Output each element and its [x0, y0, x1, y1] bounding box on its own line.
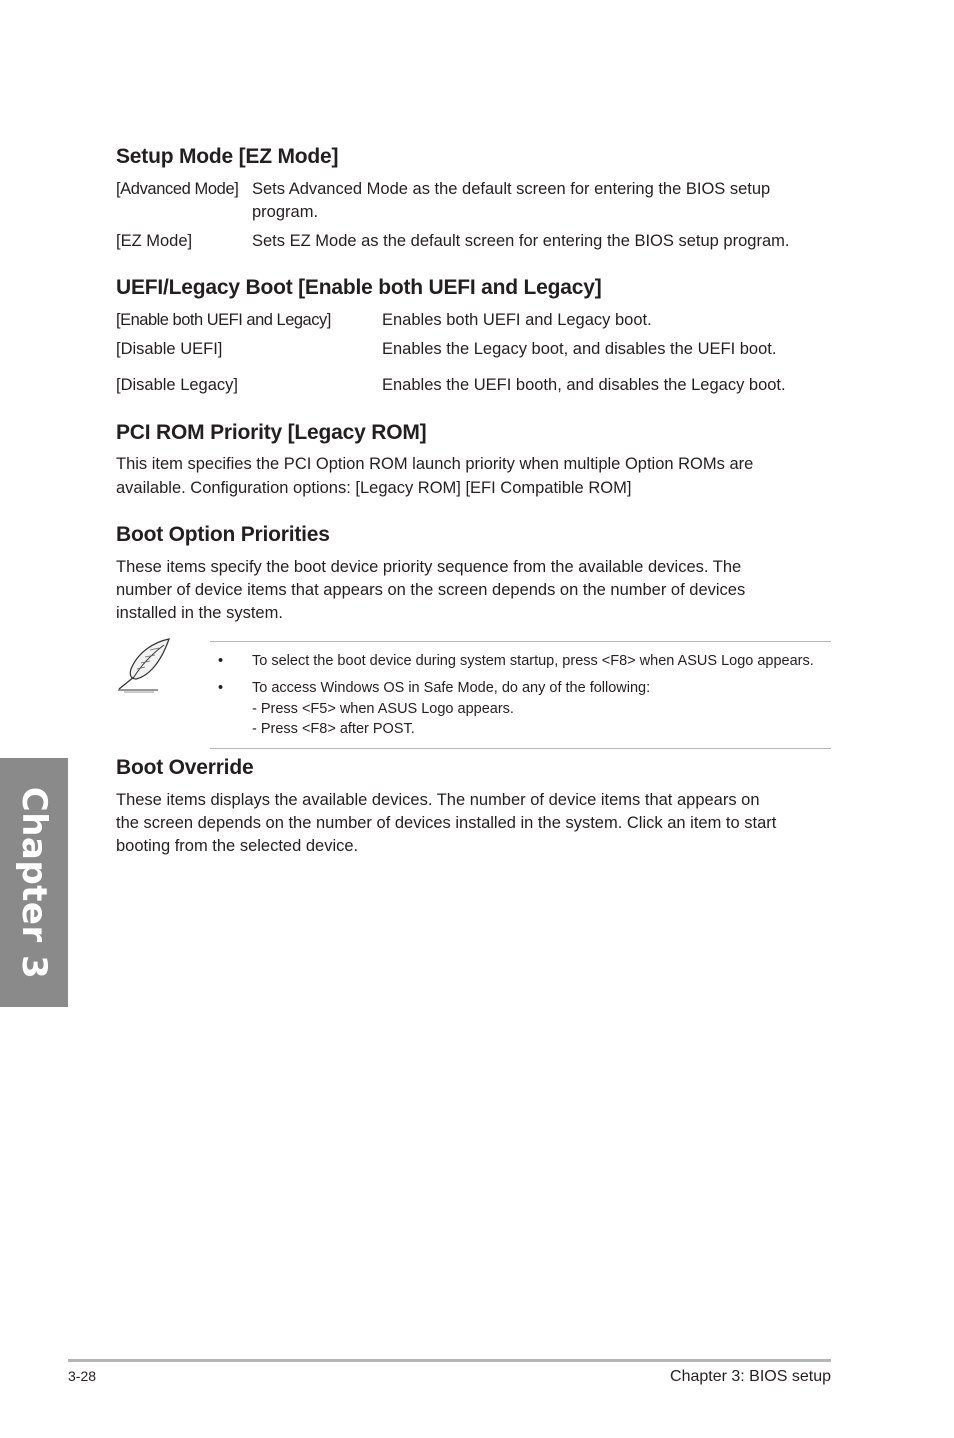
boot-option-heading: Boot Option Priorities: [116, 523, 330, 546]
boot-option-text-3: installed in the system.: [116, 604, 283, 622]
option-advanced-mode-desc: Sets Advanced Mode as the default screen for entering the BIOS setup: [252, 180, 771, 198]
option-ez-mode-desc: Sets EZ Mode as the default screen for entering the BIOS setup program.: [252, 232, 790, 250]
note-item-2: To access Windows OS in Safe Mode, do any of the following:: [252, 680, 651, 696]
boot-override-text-2: the screen depends on the number of devices installed in the system. Click an item to start: [116, 814, 777, 832]
boot-option-text-2: number of device items that appears on the screen depends on the number of devices: [116, 581, 746, 599]
note-bottom-rule: [210, 748, 831, 749]
note-bullet-2: •: [218, 680, 224, 696]
page-number: 3-28: [68, 1368, 97, 1384]
option-ez-mode: [EZ Mode]: [116, 232, 193, 250]
pci-rom-text-2: available. Configuration options: [Legacy ROM] [EFI Compatible ROM]: [116, 479, 632, 497]
note-top-rule: [210, 641, 831, 642]
note-item-2-sub-1: - Press <F5> when ASUS Logo appears.: [252, 701, 514, 717]
option-disable-uefi: [Disable UEFI]: [116, 340, 223, 358]
note-item-1: To select the boot device during system startup, press <F8> when ASUS Logo appears.: [252, 653, 814, 669]
option-advanced-mode-desc-cont: program.: [252, 203, 319, 221]
note-item-2-sub-2: - Press <F8> after POST.: [252, 721, 415, 737]
footer-chapter-title: Chapter 3: BIOS setup: [670, 1368, 831, 1385]
boot-option-text-1: These items specify the boot device priority sequence from the available devices. The: [116, 558, 742, 576]
chapter-side-tab-label: Chapter 3: [14, 786, 54, 979]
setup-mode-heading: Setup Mode [EZ Mode]: [116, 145, 339, 168]
feather-pen-icon: [114, 636, 174, 694]
chapter-side-tab: [0, 758, 68, 1007]
option-disable-legacy: [Disable Legacy]: [116, 376, 238, 394]
uefi-legacy-heading: UEFI/Legacy Boot [Enable both UEFI and Legacy]: [116, 276, 602, 299]
pci-rom-heading: PCI ROM Priority [Legacy ROM]: [116, 421, 427, 444]
footer-rule: [68, 1359, 831, 1362]
option-enable-both: [Enable both UEFI and Legacy]: [116, 311, 331, 329]
option-enable-both-desc: Enables both UEFI and Legacy boot.: [382, 311, 652, 329]
option-disable-uefi-desc: Enables the Legacy boot, and disables the UEFI boot.: [382, 340, 777, 358]
pci-rom-text-1: This item specifies the PCI Option ROM launch priority when multiple Option ROMs are: [116, 455, 754, 473]
boot-override-text-3: booting from the selected device.: [116, 837, 359, 855]
option-advanced-mode: [Advanced Mode]: [116, 180, 239, 198]
option-disable-legacy-desc: Enables the UEFI booth, and disables the Legacy boot.: [382, 376, 786, 394]
boot-override-heading: Boot Override: [116, 756, 254, 779]
boot-override-text-1: These items displays the available devices. The number of device items that appears on: [116, 791, 760, 809]
note-bullet-1: •: [218, 653, 224, 669]
